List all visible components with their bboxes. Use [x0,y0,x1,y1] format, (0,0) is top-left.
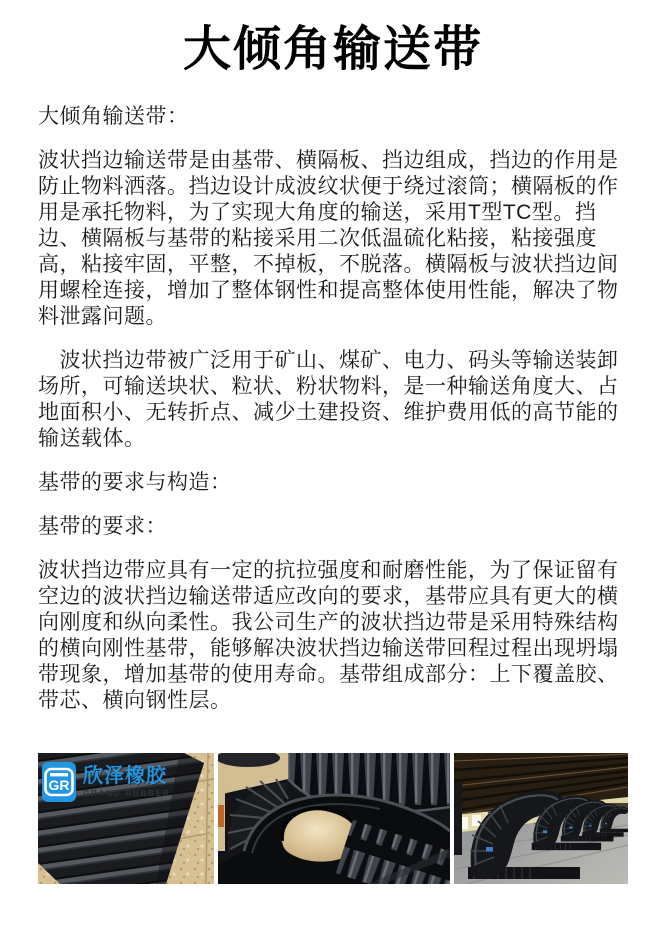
watermark-brand-cn: 欣泽橡胶 [83,765,167,787]
paragraph-composition: 波状挡边输送带是由基带、横隔板、挡边组成，挡边的作用是防止物料洒落。挡边设计成波纹状便于绕过滚筒；横隔板的作用是承托物料，为了实现大角度的输送，采用T型TC型。挡边、横隔板与基带的粘接采用二次低温硫化粘接，粘接强度高，粘接牢固，平整，不掉板，不脱落。横隔板与波状挡边间用螺栓连接，增加了整体钢性和提高整体使用性能，解决了物料泄露问题。 [38,149,619,328]
heading-base-belt-requirements: 基带的要求： [38,515,167,538]
product-photo-sidewall-sheet [38,753,214,884]
paragraph-applications: 波状挡边带被广泛用于矿山、煤矿、电力、码头等输送装卸场所，可输送块状、粒状、粉状物料，是一种输送角度大、占地面积小、无转折点、减少土建投资、维护费用低的高节能的输送载体。 [38,349,619,450]
product-photo-strip [38,753,628,884]
watermark-text [83,762,170,798]
paragraph-base-belt-detail: 波状挡边带应具有一定的抗拉强度和耐磨性能，为了保证留有空边的波状挡边输送带适应改向的要求，基带应具有更大的横向刚度和纵向柔性。我公司生产的波状挡边带是采用特殊结构的横向刚性基带，能够解决波状挡边输送带回程过程出现坍塌带现象，增加基带的使用寿命。基带组成部分：上下覆盖胶、带芯、横向钢性层。 [38,559,619,712]
photo-2-illustration [218,753,450,884]
grand-rubber-logo-icon [42,762,76,802]
heading-base-belt-requirements-structure: 基带的要求与构造： [38,471,232,494]
watermark [42,762,170,802]
page-title: 大倾角输送带 [182,23,483,76]
watermark-brand-en: GRAND RUBBER [83,789,171,798]
product-photo-warehouse-row [454,753,628,884]
paragraph-intro-label: 大倾角输送带： [38,105,189,128]
photo-3-illustration [454,753,628,884]
logo-monogram: GR [48,777,70,793]
product-photo-coiled-belt [218,753,450,884]
